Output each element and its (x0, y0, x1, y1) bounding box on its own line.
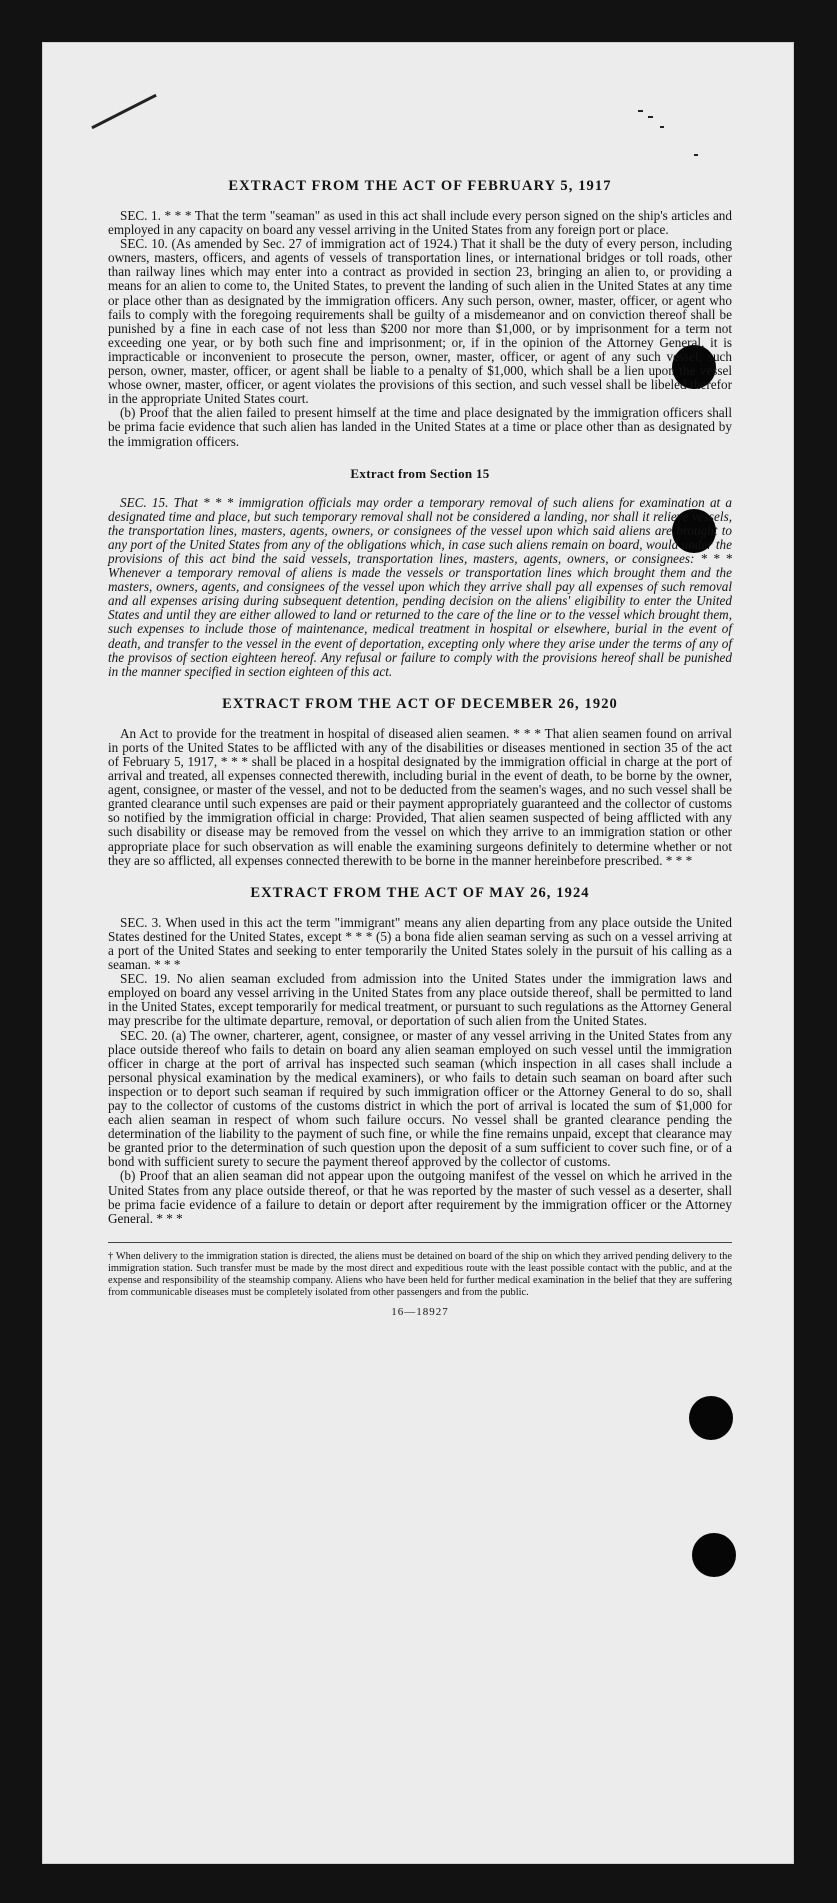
punch-hole (692, 1533, 736, 1577)
scratch-mark (660, 126, 664, 128)
scratch-mark (638, 110, 643, 112)
paragraph: SEC. 20. (a) The owner, charterer, agent, consignee, or master of any vessel arriving in the United States from any place outside thereof who fails to detain on board any alien seaman employed on such vessel until the immigration officer in charge at the port of arrival has inspected such seaman (which inspection in all cases shall include a personal physical examination by the medical examiners), or who fails to detain such seaman on board after such inspection or to deport such seaman if required by such immigration officer or the Attorney General to do so, shall pay to the collector of customs of the customs district in which the port of arrival is located the sum of $1,000 for each alien seaman in respect of whom such failure occurs. No vessel shall be granted clearance pending the determination of the liability to the payment of such fine, or while the fine remains unpaid, except that clearance may be granted prior to the determination of such question upon the deposit of a sum sufficient to cover such fine, or of a bond with sufficient surety to secure the payment thereof approved by the collector of customs. (108, 1027, 732, 1170)
scratch-mark (694, 154, 698, 156)
section-heading: EXTRACT FROM THE ACT OF MAY 26, 1924 (250, 884, 590, 901)
paragraph: SEC. 19. No alien seaman excluded from admission into the United States under the immigration laws and employed on board any vessel arriving in the United States from any place outside thereof, shall be permitted to land in the United States, except temporarily for medical treatment, or pursuant to such regulations as the Attorney General may prescribe for the ultimate departure, removal, or deportation of such alien from the United States. (108, 971, 732, 1029)
punch-hole (689, 1396, 733, 1440)
paragraph: SEC. 3. When used in this act the term "immigrant" means any alien departing from any place outside the United States destined for the United States, except * * * (5) a bona fide alien seaman serving as such on a vessel arriving at a port of the United States and seeking to enter temporarily the United States solely in the pursuit of his calling as a seaman. * * * (108, 914, 732, 973)
document-page (42, 42, 794, 1864)
paragraph: An Act to provide for the treatment in hospital of diseased alien seamen. * * * That alien seamen found on arrival in ports of the United States to be afflicted with any of the disabilities or diseases mentioned in section 35 of the act of February 5, 1917, * * * shall be placed in a hospital designated by the immigration official in charge at the port of arrival and treated, all expenses connected therewith, including burial in the event of death, to be borne by the owner, agent, consignee, or master of the vessel, and not to be deducted from the seamen's wages, and no such vessel shall be granted clearance until such expenses are paid or their payment appropriately guaranteed and the collector of customs so notified by the immigration official in charge: Provided, That alien seamen suspected of being afflicted with any such disability or disease may be removed from the vessel on which they arrive to an immigration station or other appropriate place for such observation as will enable the examining surgeons definitely to determine whether or not they are so afflicted, all expenses connected therewith to be borne in the manner hereinbefore prescribed. * * * (108, 725, 732, 868)
pen-mark (91, 94, 157, 129)
page-code: 16—18927 (391, 1305, 449, 1318)
section-heading: EXTRACT FROM THE ACT OF FEBRUARY 5, 1917 (228, 178, 612, 194)
paragraph: SEC. 10. (As amended by Sec. 27 of immigration act of 1924.) That it shall be the duty of every person, including owners, masters, officers, and agents of vessels of transportation lines, or international bridges or toll roads, other than railway lines which may enter into a contract as provided in section 23, bringing an alien to, or providing a means for an alien to come to, the United States, to prevent the landing of such alien in the United States at any time or place other than as designated by the immigration officers. Any such person, owner, master, officer, or agent who fails to comply with the foregoing requirements shall be guilty of a misdemeanor and on conviction thereof shall be punished by a fine in each case of not less than $200 nor more than $1,000, or by imprisonment for a term not exceeding one year, or by both such fine and imprisonment; or, if in the opinion of the Attorney General, it is impracticable or inconvenient to prosecute the person, owner, master, officer, or agent of any such vessel, such person, owner, master, officer, or agent shall be liable to a penalty of $1,000, which shall be a lien upon the vessel whose owner, master, officer, or agent violates the provisions of this section, and such vessel shall be libeled therefor in the appropriate United States court. (108, 236, 732, 407)
section-heading: EXTRACT FROM THE ACT OF DECEMBER 26, 1920 (222, 695, 618, 712)
paragraph: (b) Proof that an alien seaman did not appear upon the outgoing manifest of the vessel on which he arrived in the United States from any place outside thereof, or that he was reported by the master of such vessel as a deserter, shall be prima facie evidence of a failure to detain or deport after requirement by the immigration officer or the Attorney General. * * * (108, 1168, 732, 1226)
footnote: † When delivery to the immigration station is directed, the aliens must be detained on board of the ship on which they arrived pending delivery to the immigration station. Such transfer must be made by the most direct and expeditious route with the least possible contact with the public, and at the expense and responsibility of the steamship company. Aliens who have been held for further medical examination in the belief that they are suffering from communicable diseases must be completely isolated from other passengers and from the public. (108, 1250, 732, 1299)
footnote-divider (108, 1242, 732, 1243)
paragraph: (b) Proof that the alien failed to present himself at the time and place designated by the immigration officers shall be prima facie evidence that such alien has landed in the United States at a time or place other than as designated by the immigration officers. (108, 405, 732, 449)
scratch-mark (648, 116, 653, 118)
paragraph: SEC. 1. * * * That the term "seaman" as used in this act shall include every person signed on the ship's articles and employed in any capacity on board any vessel arriving in the United States from any foreign port or place. (108, 208, 732, 238)
paragraph: SEC. 15. That * * * immigration officials may order a temporary removal of such aliens for examination at a designated time and place, but such temporary removal shall not be considered a landing, nor shall it relieve vessels, the transportation lines, masters, agents, owners, or consignees of the vessel upon which said aliens are brought to any port of the United States from any of the obligations which, in case such aliens remain on board, would under the provisions of this act bind the said vessels, transportation lines, masters, agents, owners, or consignees: * * * Whenever a temporary removal of aliens is made the vessels or transportation lines which brought them and the masters, owners, agents, and consignees of the vessel upon which they arrive shall pay all expenses of such removal and all expenses arising during subsequent detention, pending decision on the aliens' eligibility to enter the United States and until they are either allowed to land or returned to the care of the line or to the vessel which brought them, such expenses to include those of maintenance, medical treatment in hospital or elsewhere, burial in the event of death, and transfer to the vessel in the event of deportation, excepting only where they arise under the terms of any of the provisos of section eighteen hereof. Any refusal or failure to comply with the provisions hereof shall be punished in the manner specified in section eighteen of this act. (108, 494, 732, 679)
document-body (108, 178, 732, 1318)
section-heading: Extract from Section 15 (350, 465, 490, 481)
